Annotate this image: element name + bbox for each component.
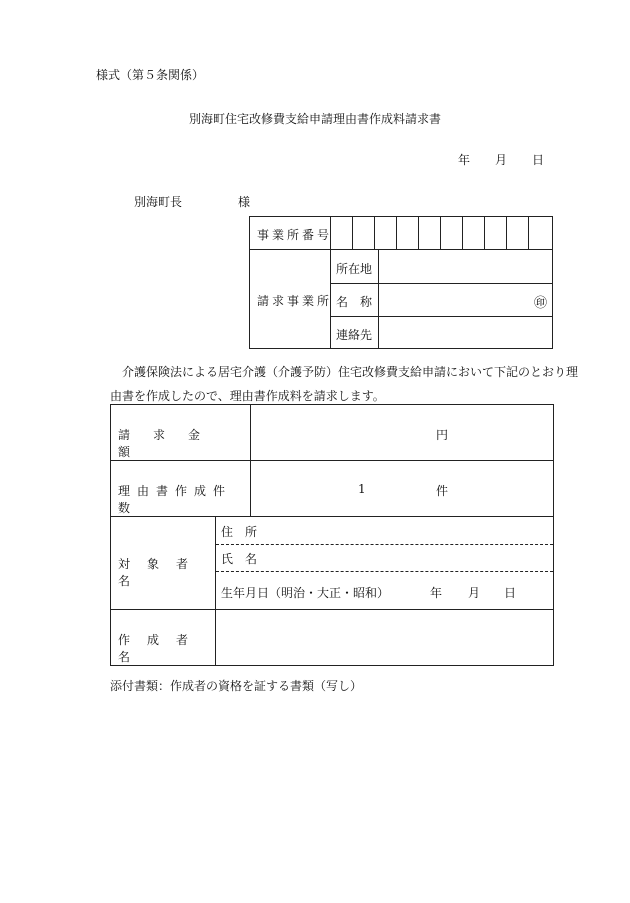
office-section-label: 請求事業所 xyxy=(257,294,333,308)
count-label xyxy=(118,482,248,516)
office-table xyxy=(249,216,553,349)
birth-month: 月 xyxy=(468,586,481,600)
amount-unit: 円 xyxy=(436,428,449,442)
subject-label xyxy=(118,555,218,589)
addressee-honorific: 様 xyxy=(238,195,251,209)
subject-birth-label: 生年月日（明治・大正・昭和） xyxy=(221,586,390,600)
office-name-label: 名 称 xyxy=(336,295,373,309)
count-unit: 件 xyxy=(436,484,449,498)
paragraph-line-2: 由書を作成したので、理由書作成料を請求します。 xyxy=(110,389,385,403)
main-table xyxy=(110,404,554,666)
addressee-name: 別海町長 xyxy=(134,195,183,209)
subject-name-label: 氏 名 xyxy=(221,552,258,566)
subject-label-text: 対象者名 xyxy=(118,557,206,588)
date-year: 年 xyxy=(458,153,471,167)
amount-label-text: 請求金額 xyxy=(118,428,224,459)
date-month: 月 xyxy=(495,153,508,167)
document-title: 別海町住宅改修費支給申請理由書作成料請求書 xyxy=(188,112,441,126)
birth-year: 年 xyxy=(430,586,443,600)
count-label-text: 理由書作成件数 xyxy=(118,484,233,515)
addressee xyxy=(134,193,251,210)
paragraph-line-1: 介護保険法による居宅介護（介護予防）住宅改修費支給申請において下記のとおり理 xyxy=(122,365,579,379)
amount-label xyxy=(118,426,243,460)
office-address-label: 所在地 xyxy=(336,262,373,276)
count-value: 1 xyxy=(358,482,366,496)
office-number-label: 事業所番号 xyxy=(257,228,333,242)
seal-icon: ㊞ xyxy=(534,296,548,311)
author-label-text: 作成者名 xyxy=(118,633,206,664)
attachment-note: 添付書類：作成者の資格を証する書類（写し） xyxy=(110,679,363,693)
request-paragraph xyxy=(110,360,579,408)
date-day: 日 xyxy=(532,153,545,167)
form-label: 様式（第５条関係） xyxy=(96,68,205,82)
office-contact-label: 連絡先 xyxy=(336,328,373,342)
author-label xyxy=(118,631,218,665)
subject-address-label: 住 所 xyxy=(221,525,258,539)
birth-day: 日 xyxy=(504,586,517,600)
